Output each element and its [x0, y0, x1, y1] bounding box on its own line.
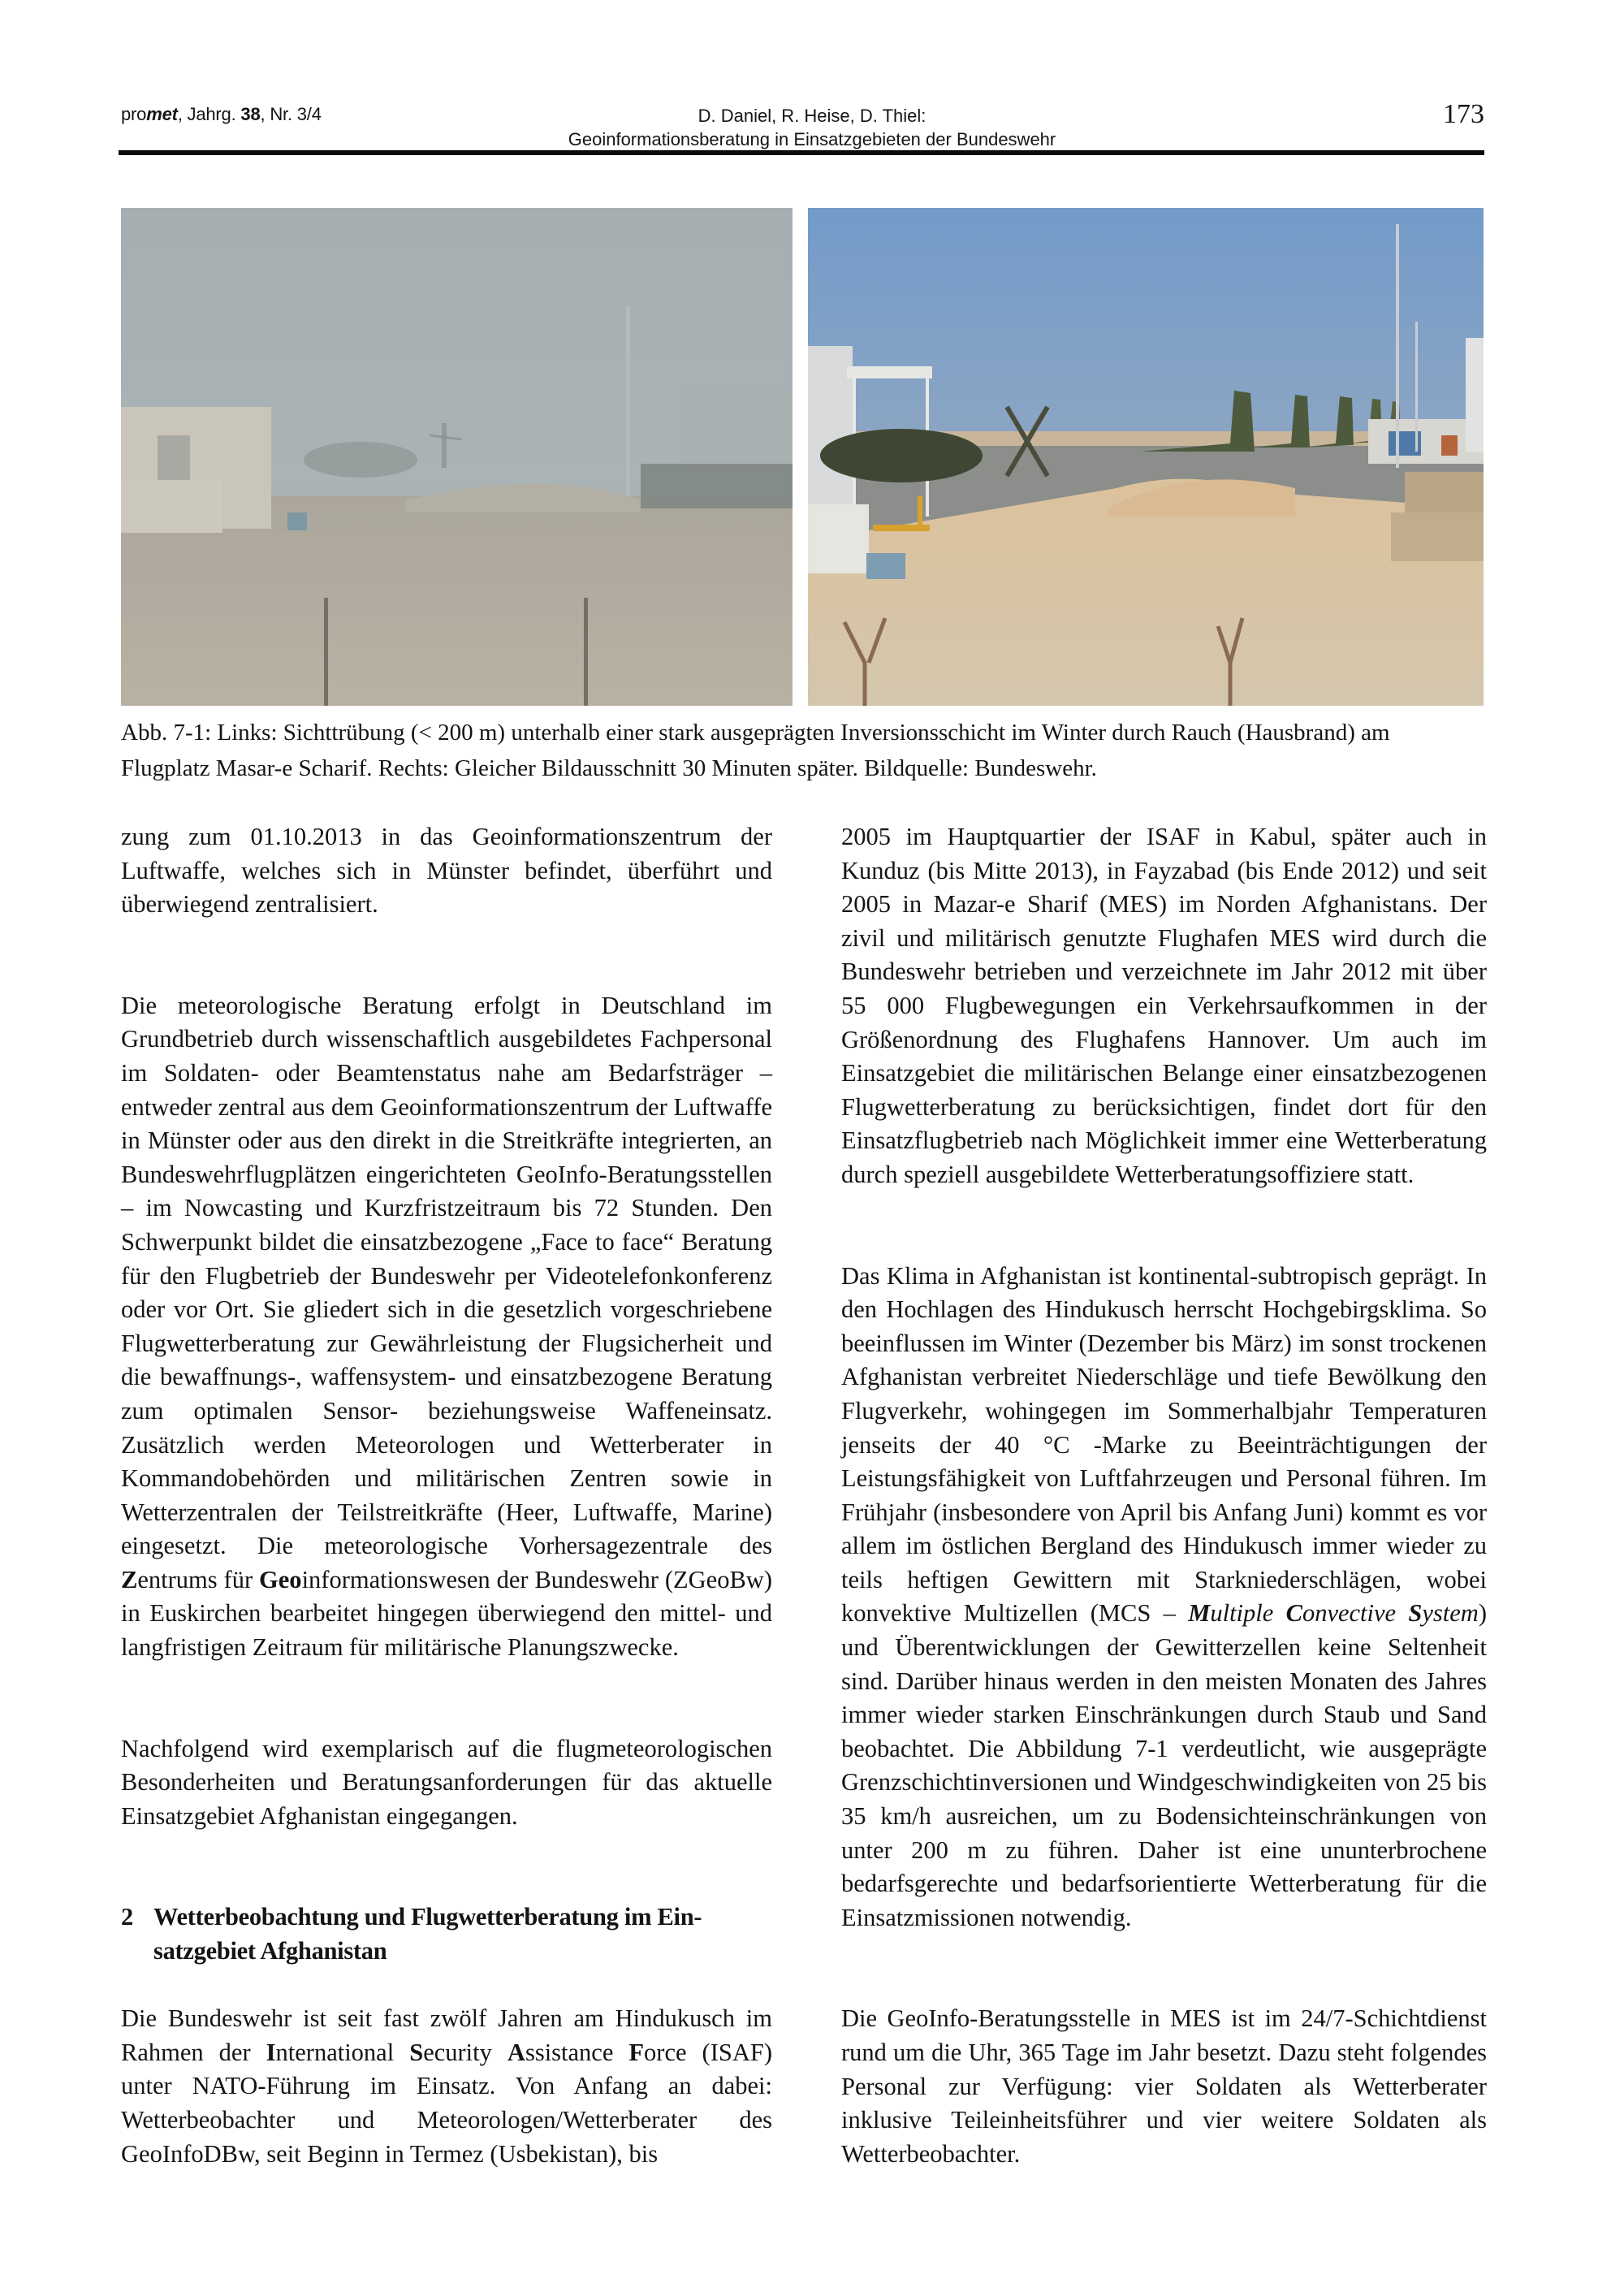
text-run: orce (ISAF) unter NATO-Führung im Einsatz. Von Anfang an dabei: Wetterbeobachter und Meteorologen/Wetterberater des GeoInfoDBw, seit Beginn in Termez (Usbekistan), bis: [121, 2038, 772, 2168]
issue-label: , Jahrg.: [177, 104, 241, 124]
acronym-letter: S: [409, 2038, 424, 2066]
header-rule: [119, 150, 1484, 155]
page-number: 173: [1443, 99, 1484, 129]
text-run: Die Bundeswehr ist seit fast zwölf Jahren am Hindukusch im Rahmen der: [121, 2004, 772, 2066]
text-run: nternational: [275, 2038, 410, 2066]
section-number: 2: [121, 1903, 133, 1931]
journal-name-prefix: pro: [121, 104, 147, 124]
acronym-letter: I: [266, 2038, 276, 2066]
hazy-airfield-photo: [121, 208, 793, 706]
issue-number: , Nr. 3/4: [260, 104, 322, 124]
text-run: ssistance: [525, 2038, 629, 2066]
paragraph-meteorological-advice: [121, 989, 772, 1665]
text-column-right: [841, 820, 1487, 2171]
text-run: ) und Überentwicklungen der Gewitterzellen keine Seltenheit sind. Darüber hinaus werden in den meisten Monaten des Jahres immer wieder starken Einschränkungen durch Staub und Sand beobachtet. Die Abbildung 7-1 verdeutlicht, wie ausgeprägte Grenzschichtinversionen und Windgeschwindigkeiten von 25 bis 35 km/h ausreichen, um zu Bodensichteinschränkungen von unter 200 m zu führen. Daher ist eine ununterbrochene bedarfsgerechte und bedarfsorientierte Wetterberatung für die Einsatzmissionen notwendig.: [841, 1599, 1487, 1931]
acronym-letter: C: [1285, 1599, 1302, 1628]
clear-airfield-photo: [808, 208, 1484, 706]
text-run: entrums für: [137, 1565, 260, 1593]
volume-number: 38: [240, 104, 261, 124]
text-run: ultiple: [1210, 1599, 1286, 1628]
text-run: onvective: [1302, 1599, 1409, 1628]
paragraph-continuation: zung zum 01.10.2013 in das Geoinformationszentrum der Luftwaffe, welches sich in Münster befindet, überführt und überwiegend zentralisiert.: [121, 823, 772, 919]
paragraph-climate: [841, 1260, 1487, 1935]
section-heading: [121, 1900, 772, 1968]
header-running-title: Geoinformationsberatung in Einsatzgebieten der Bundeswehr: [568, 129, 1056, 149]
paragraph-afghanistan-intro: Nachfolgend wird exemplarisch auf die flugmeteorologischen Besonderheiten und Beratungsanforderungen für das aktuelle Einsatzgebiet Afghanistan eingegangen.: [121, 1734, 772, 1830]
caption-line-2: Flugplatz Masar-e Scharif. Rechts: Gleicher Bildausschnitt 30 Minuten später. Bildquelle: Bundeswehr.: [121, 755, 1097, 781]
running-head: [455, 104, 1169, 151]
figure-caption: [121, 715, 1485, 786]
acronym-letter: A: [507, 2038, 525, 2066]
journal-reference: [121, 104, 322, 125]
text-run: Die meteorologische Beratung erfolgt in Deutschland im Grundbetrieb durch wissenschaftlich ausgebildetes Fachpersonal im Soldaten- oder Beamtenstatus nahe am Bedarfsträger – entweder zentral aus dem Geoinformationszentrum der Luftwaffe in Münster oder aus den direkt in die Streitkräfte integrierten, an Bundeswehrflugplätzen eingerichteten GeoInfo-Beratungsstellen – im Nowcasting und Kurzfristzeitraum bis 72 Stunden. Den Schwerpunkt bildet die einsatzbezogene „Face to face“ Beratung für den Flugbetrieb der Bundeswehr per Videotelefonkonferenz oder vor Ort. Sie gliedert sich in die gesetzlich vorgeschriebene Flugwetterberatung zur Gewährleistung der Flugsicherheit und die bewaffnungs-, waffensystem- und einsatzbezogene Beratung zum optimalen Sensor- beziehungsweise Waffeneinsatz. Zusätzlich werden Meteorologen und Wetterberater in Kommandobehörden und militärischen Zentren sowie in Wetterzentralen der Teilstreitkräfte (Heer, Luftwaffe, Marine) eingesetzt. Die meteorologische Vorhersagezentrale des: [121, 991, 772, 1560]
figure-photo-left-hazy: [121, 208, 793, 706]
text-run: ecurity: [423, 2038, 508, 2066]
text-run: informationswesen der Bundeswehr (ZGeoBw) in Euskirchen bearbeitet hingegen überwiegend den mittel- und langfristigen Zeitraum für militärische Planungszwecke.: [121, 1565, 772, 1662]
figure-photo-right-clear: [808, 208, 1484, 706]
section-title: Wetterbeobachtung und Flugwetterberatung im Einsatzgebiet Afghanistan: [153, 1903, 702, 1965]
acronym-letter: Z: [121, 1565, 138, 1593]
text-column-left: [121, 820, 772, 2171]
paragraph-geoinfo-staffing: Die GeoInfo-Beratungsstelle in MES ist im 24/7-Schichtdienst rund um die Uhr, 365 Tage im Jahr besetzt. Dazu steht folgendes Personal zur Verfügung: vier Soldaten als Wetterberater inklusive Teileinheitsführer und vier weitere Soldaten als Wetterbeobachter.: [841, 2004, 1487, 2168]
header-authors: D. Daniel, R. Heise, D. Thiel:: [698, 106, 926, 126]
text-run: Das Klima in Afghanistan ist kontinental-subtropisch geprägt. In den Hochlagen des Hindukusch herrscht Hochgebirgsklima. So beeinflussen im Winter (Dezember bis März) im sonst trockenen Afghanistan verbreitet Niederschläge und tiefe Bewölkung den Flugverkehr, wohingegen im Sommerhalbjahr Temperaturen jenseits der 40 °C -Marke zu Beeinträchtigungen der Leistungsfähigkeit von Luftfahrzeugen und Personal führen. Im Frühjahr (insbesondere von April bis Anfang Juni) kommt es vor allem im östlichen Bergland des Hindukusch immer wieder zu teils heftigen Gewittern mit Starkniederschlägen, wobei konvektive Multizellen (MCS –: [841, 1261, 1487, 1628]
acronym-letter: S: [1408, 1599, 1423, 1628]
caption-line-1: Abb. 7-1: Links: Sichttrübung (< 200 m) unterhalb einer stark ausgeprägten Inversionsschicht im Winter durch Rauch (Hausbrand) am: [121, 720, 1390, 746]
acronym-letter: F: [628, 2038, 645, 2066]
journal-name-suffix: met: [146, 104, 178, 124]
paragraph-isaf-locations: 2005 im Hauptquartier der ISAF in Kabul, später auch in Kunduz (bis Mitte 2013), in Fayzabad (bis Ende 2012) und seit 2005 in Mazar-e Sharif (MES) im Norden Afghanistans. Der zivil und militärisch genutzte Flughafen MES wird durch die Bundeswehr betrieben und verzeichnete im Jahr 2012 mit über 55 000 Flugbewegungen ein Verkehrsaufkommen in der Größenordnung des Flughafens Hannover. Um auch im Einsatzgebiet die militärischen Belange einer einsatzbezogenen Flugwetterberatung zu berücksichtigen, findet dort für den Einsatzflugbetrieb nach Möglichkeit immer eine Wetterberatung durch speziell ausgebildete Wetterberatungsoffiziere statt.: [841, 823, 1487, 1188]
paragraph-bundeswehr-isaf: [121, 2002, 772, 2171]
text-run: ystem: [1422, 1599, 1479, 1628]
acronym-letter: M: [1188, 1599, 1211, 1628]
acronym-letters: Geo: [259, 1565, 302, 1593]
